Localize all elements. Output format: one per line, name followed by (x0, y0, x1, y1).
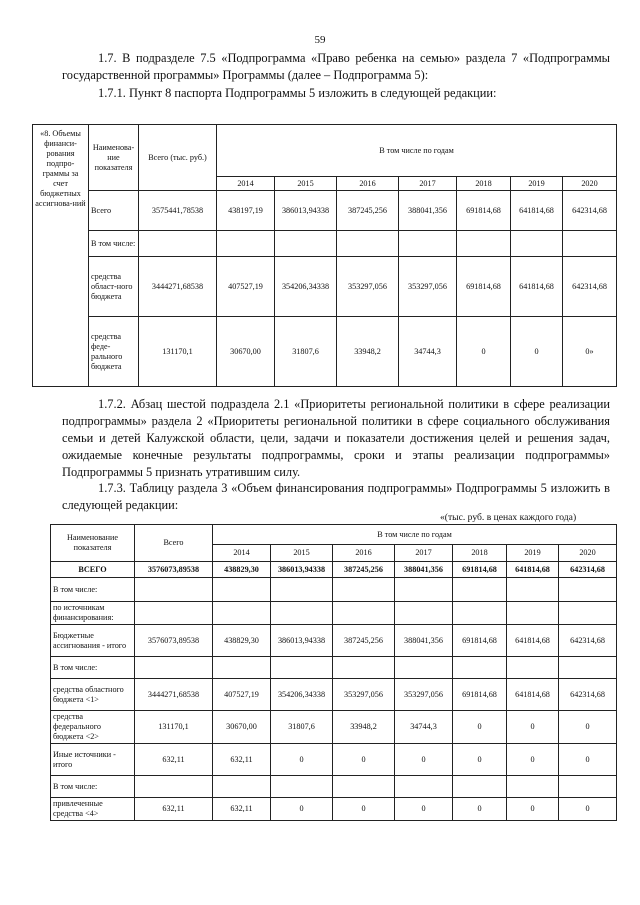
value-cell: 388041,356 (399, 191, 457, 231)
value-cell: 3444271,68538 (135, 679, 213, 711)
value-cell: 642314,68 (559, 625, 617, 657)
row-label: В том числе: (89, 231, 139, 257)
year-cell: 2019 (507, 545, 559, 562)
table-row (51, 562, 617, 578)
table-row (51, 625, 617, 657)
empty-cell (453, 657, 507, 679)
empty-cell (453, 602, 507, 625)
empty-cell (271, 578, 333, 602)
value-cell: 33948,2 (337, 317, 399, 387)
header-indicator: Наименова-ние показателя (89, 125, 139, 191)
value-cell: 407527,19 (213, 679, 271, 711)
empty-cell (507, 776, 559, 798)
empty-cell (333, 602, 395, 625)
empty-cell (271, 602, 333, 625)
value-cell: 0 (507, 744, 559, 776)
value-cell: 387245,256 (333, 562, 395, 578)
value-cell: 387245,256 (333, 625, 395, 657)
value-cell: 438829,30 (213, 625, 271, 657)
value-cell: 641814,68 (511, 191, 563, 231)
year-cell: 2015 (275, 177, 337, 191)
value-cell: 31807,6 (271, 711, 333, 744)
value-cell: 3575441,78538 (139, 191, 217, 231)
table-row (51, 711, 617, 744)
value-cell: 0 (559, 798, 617, 821)
value-cell: 691814,68 (453, 625, 507, 657)
year-cell: 2016 (333, 545, 395, 562)
empty-cell (507, 602, 559, 625)
year-cell: 2014 (217, 177, 275, 191)
year-cell: 2017 (395, 545, 453, 562)
row-label: средства областного бюджета <1> (51, 679, 135, 711)
empty-cell (453, 776, 507, 798)
value-cell: 353297,056 (337, 257, 399, 317)
subprogram-funding-table (50, 524, 617, 821)
page-number: 59 (314, 34, 326, 46)
empty-cell (559, 602, 617, 625)
value-cell: 353297,056 (395, 679, 453, 711)
row-label: Иные источники - итого (51, 744, 135, 776)
table-row (33, 231, 617, 257)
empty-cell (135, 602, 213, 625)
value-cell: 386013,94338 (275, 191, 337, 231)
empty-cell (333, 657, 395, 679)
empty-cell (507, 578, 559, 602)
value-cell: 632,11 (135, 798, 213, 821)
value-cell: 386013,94338 (271, 562, 333, 578)
table-row (51, 602, 617, 625)
empty-cell (271, 657, 333, 679)
value-cell: 691814,68 (453, 679, 507, 711)
value-cell: 0 (507, 711, 559, 744)
value-cell: 34744,3 (395, 711, 453, 744)
empty-cell (395, 657, 453, 679)
year-cell: 2018 (457, 177, 511, 191)
empty-cell (135, 578, 213, 602)
value-cell: 0 (395, 744, 453, 776)
value-cell: 386013,94338 (271, 625, 333, 657)
value-cell: 632,11 (213, 798, 271, 821)
row-label: средства феде-рального бюджета (89, 317, 139, 387)
row-label: средства област-ного бюджета (89, 257, 139, 317)
row-label: В том числе: (51, 776, 135, 798)
value-cell: 3444271,68538 (139, 257, 217, 317)
row-label: В том числе: (51, 578, 135, 602)
passport-funding-table (32, 124, 617, 387)
value-cell: 0 (507, 798, 559, 821)
table-row (33, 257, 617, 317)
empty-cell (395, 578, 453, 602)
value-cell: 438197,19 (217, 191, 275, 231)
value-cell: 30670,00 (217, 317, 275, 387)
row-label: по источникам финансирования: (51, 602, 135, 625)
value-cell: 0 (457, 317, 511, 387)
year-cell: 2020 (559, 545, 617, 562)
value-cell: 131170,1 (135, 711, 213, 744)
value-cell: 0 (511, 317, 563, 387)
table-row (51, 776, 617, 798)
value-cell: 641814,68 (507, 625, 559, 657)
value-cell: 641814,68 (507, 562, 559, 578)
value-cell: 3576073,89538 (135, 625, 213, 657)
table-row (33, 191, 617, 231)
value-cell: 131170,1 (139, 317, 217, 387)
header-by-years: В том числе по годам (213, 525, 617, 545)
value-cell: 642314,68 (559, 679, 617, 711)
year-cell: 2018 (453, 545, 507, 562)
empty-cell (507, 657, 559, 679)
value-cell: 30670,00 (213, 711, 271, 744)
header-indicator: Наименование показателя (51, 525, 135, 562)
value-cell: 642314,68 (563, 191, 617, 231)
value-cell: 354206,34338 (275, 257, 337, 317)
paragraph-1-7-1: 1.7.1. Пункт 8 паспорта Подпрограммы 5 изложить в следующей редакции: (98, 86, 497, 100)
value-cell: 34744,3 (399, 317, 457, 387)
empty-cell (395, 602, 453, 625)
empty-cell (213, 578, 271, 602)
year-cell: 2017 (399, 177, 457, 191)
value-cell: 0 (559, 744, 617, 776)
value-cell: 641814,68 (511, 257, 563, 317)
year-cell: 2015 (271, 545, 333, 562)
value-cell: 388041,356 (395, 562, 453, 578)
value-cell: 3576073,89538 (135, 562, 213, 578)
value-cell: 353297,056 (399, 257, 457, 317)
value-cell: 0» (563, 317, 617, 387)
year-cell: 2019 (511, 177, 563, 191)
value-cell: 0 (333, 798, 395, 821)
value-cell: 0 (271, 798, 333, 821)
value-cell: 642314,68 (563, 257, 617, 317)
year-cell: 2014 (213, 545, 271, 562)
header-by-years: В том числе по годам (217, 125, 617, 177)
table-row (51, 578, 617, 602)
value-cell: 33948,2 (333, 711, 395, 744)
row-label: привлеченные средства <4> (51, 798, 135, 821)
value-cell: 691814,68 (453, 562, 507, 578)
table-row (51, 657, 617, 679)
table-row (51, 744, 617, 776)
value-cell: 642314,68 (559, 562, 617, 578)
empty-cell (559, 578, 617, 602)
empty-cell (213, 657, 271, 679)
empty-cell (135, 776, 213, 798)
table-row (51, 798, 617, 821)
value-cell: 641814,68 (507, 679, 559, 711)
value-cell: 353297,056 (333, 679, 395, 711)
value-cell: 31807,6 (275, 317, 337, 387)
paragraph-1-7-3: 1.7.3. Таблицу раздела 3 «Объем финансирования подпрограммы» Подпрограммы 5 изложить в следующей редакции: (62, 481, 610, 512)
row-label: ВСЕГО (51, 562, 135, 578)
value-cell: 0 (453, 744, 507, 776)
value-cell: 0 (333, 744, 395, 776)
empty-cell (333, 578, 395, 602)
empty-cell (135, 657, 213, 679)
value-cell: 632,11 (213, 744, 271, 776)
empty-cell (213, 602, 271, 625)
table-row (51, 679, 617, 711)
value-cell: 0 (453, 798, 507, 821)
value-cell: 354206,34338 (271, 679, 333, 711)
value-cell: 388041,356 (395, 625, 453, 657)
empty-cell (559, 776, 617, 798)
funding-section-label: «8. Объемы финанси-рования подпро-граммы за счет бюджетных ассигнова-ний (33, 125, 89, 387)
empty-cell (453, 578, 507, 602)
table-row (33, 317, 617, 387)
row-label: В том числе: (51, 657, 135, 679)
empty-cell (213, 776, 271, 798)
row-label: Бюджетные ассигнования - итого (51, 625, 135, 657)
value-cell: 691814,68 (457, 191, 511, 231)
units-note: «(тыс. руб. в ценах каждого года) (440, 512, 577, 523)
value-cell: 407527,19 (217, 257, 275, 317)
row-label: средства федерального бюджета <2> (51, 711, 135, 744)
empty-cell (333, 776, 395, 798)
row-label: Всего (89, 191, 139, 231)
paragraph-1-7-2: 1.7.2. Абзац шестой подраздела 2.1 «Приоритеты региональной политики в сфере реализации подпрограммы» раздела 2 «Приоритеты региональной политики в сфере социального обслуживания семьи и детей Калужской области, цели, задачи и показатели достижения целей и решения задач, ожидаемые конечные результаты подпрограммы, сроки и этапы реализации подпрограммы» Подпрограммы 5 признать утратившим силу. (62, 397, 610, 479)
value-cell: 387245,256 (337, 191, 399, 231)
value-cell: 0 (271, 744, 333, 776)
empty-cell (395, 776, 453, 798)
header-total: Всего (тыс. руб.) (139, 125, 217, 191)
value-cell: 0 (453, 711, 507, 744)
empty-cell (559, 657, 617, 679)
value-cell: 0 (395, 798, 453, 821)
header-total: Всего (135, 525, 213, 562)
value-cell: 632,11 (135, 744, 213, 776)
value-cell: 438829,30 (213, 562, 271, 578)
value-cell: 0 (559, 711, 617, 744)
year-cell: 2020 (563, 177, 617, 191)
paragraph-1-7: 1.7. В подразделе 7.5 «Подпрограмма «Право ребенка на семью» раздела 7 «Подпрограммы государственной программы» Программы (далее – Подпрограмма 5): (62, 51, 610, 82)
empty-cell (271, 776, 333, 798)
year-cell: 2016 (337, 177, 399, 191)
value-cell: 691814,68 (457, 257, 511, 317)
